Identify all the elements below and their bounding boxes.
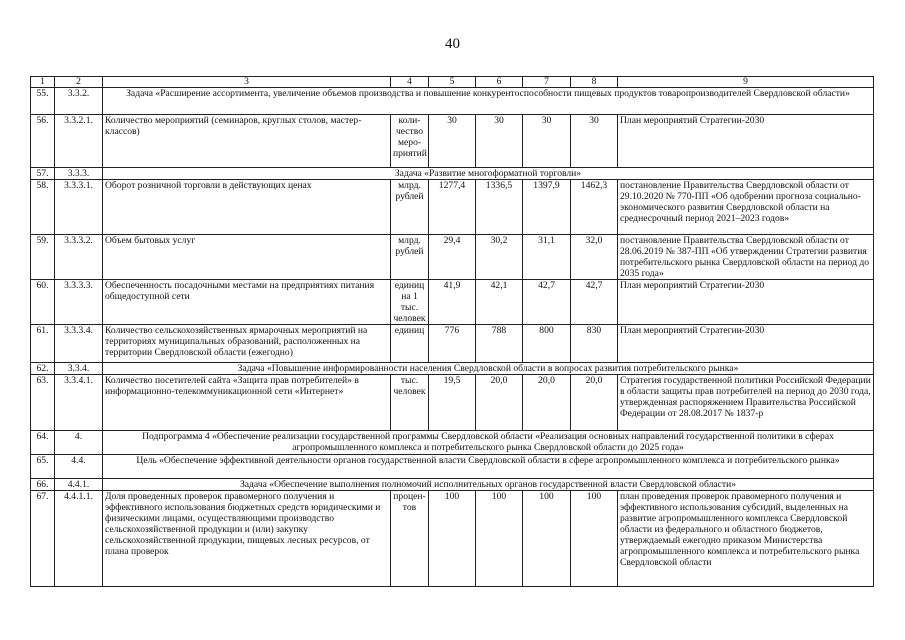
column-number-row xyxy=(31,77,874,88)
value-cell: 19,5 xyxy=(429,375,476,431)
value-cell: 776 xyxy=(429,325,476,363)
value-cell: 1397,9 xyxy=(523,180,571,235)
row-number: 60. xyxy=(31,280,55,325)
row-number: 55. xyxy=(31,88,55,115)
value-cell: 30 xyxy=(429,115,476,168)
column-number: 6 xyxy=(476,77,523,88)
unit-of-measure: единиц xyxy=(391,325,429,363)
value-cell: 32,0 xyxy=(571,235,618,280)
value-cell: 42,7 xyxy=(523,280,571,325)
row-number: 61. xyxy=(31,325,55,363)
row-number: 57. xyxy=(31,168,55,180)
row-number: 63. xyxy=(31,375,55,431)
indicators-table xyxy=(30,76,874,587)
table-row xyxy=(31,115,874,168)
value-cell: 830 xyxy=(571,325,618,363)
row-code: 3.3.4. xyxy=(55,363,103,375)
task-row xyxy=(31,88,874,115)
indicator-name: Обеспеченность посадочными местами на предприятиях питания общедоступной сети xyxy=(103,280,391,325)
row-code: 4. xyxy=(55,431,103,455)
row-code: 3.3.3. xyxy=(55,168,103,180)
unit-of-measure: тыс. человек xyxy=(391,375,429,431)
unit-of-measure: коли-чество меро-приятий xyxy=(391,115,429,168)
unit-of-measure: процен-тов xyxy=(391,491,429,587)
value-cell: 20,0 xyxy=(571,375,618,431)
column-number: 1 xyxy=(31,77,55,88)
indicator-name: Количество мероприятий (семинаров, круглых столов, мастер-классов) xyxy=(103,115,391,168)
indicator-name: Объем бытовых услуг xyxy=(103,235,391,280)
row-code: 3.3.2. xyxy=(55,88,103,115)
row-code: 3.3.3.2. xyxy=(55,235,103,280)
row-code: 4.4.1. xyxy=(55,479,103,491)
value-cell: 100 xyxy=(429,491,476,587)
value-cell: 29,4 xyxy=(429,235,476,280)
row-code: 4.4. xyxy=(55,455,103,479)
source-document: план проведения проверок правомерного получения и эффективного использования субсидий, выделенных на развитие агропромышленного комплекса Свердловской области из федерального и областного бюджетов, утверждаемый ежегодно приказом Министерства агропромышленного комплекса и потребительского рынка Свердловской области xyxy=(618,491,874,587)
table-row xyxy=(31,235,874,280)
row-number: 66. xyxy=(31,479,55,491)
unit-of-measure: единиц на 1 тыс. человек xyxy=(391,280,429,325)
unit-of-measure: млрд. рублей xyxy=(391,180,429,235)
table-row xyxy=(31,325,874,363)
table-body xyxy=(31,77,874,587)
value-cell: 800 xyxy=(523,325,571,363)
column-number: 9 xyxy=(618,77,874,88)
value-cell: 30 xyxy=(476,115,523,168)
task-title: Цель «Обеспечение эффективной деятельности органов государственной власти Свердловской области в сфере агропромышленного комплекса и потребительского рынка» xyxy=(103,455,874,479)
table-row xyxy=(31,491,874,587)
task-title: Задача «Обеспечение выполнения полномочий исполнительных органов государственной власти Свердловской области» xyxy=(103,479,874,491)
task-row xyxy=(31,455,874,479)
value-cell: 42,1 xyxy=(476,280,523,325)
task-row xyxy=(31,363,874,375)
source-document: План мероприятий Стратегии-2030 xyxy=(618,115,874,168)
task-row xyxy=(31,479,874,491)
value-cell: 100 xyxy=(476,491,523,587)
value-cell: 31,1 xyxy=(523,235,571,280)
value-cell: 100 xyxy=(523,491,571,587)
value-cell: 42,7 xyxy=(571,280,618,325)
indicator-name: Количество сельскохозяйственных ярмарочных мероприятий на территориях муниципальных образований, расположенных на территории Свердловской области (ежегодно) xyxy=(103,325,391,363)
indicator-name: Доля проведенных проверок правомерного получения и эффективного использования бюджетных средств юридическими и физическими лицами, осуществляющими производство сельскохозяйственной продукции и (или) закупку сельскохозяйственной продукции, пищевых лесных ресурсов, от плана проверок xyxy=(103,491,391,587)
source-document: Стратегия государственной политики Российской Федерации в области защиты прав потребителей на период до 2030 года, утвержденная распоряжением Правительства Российской Федерации от 28.08.2017 № 1837-р xyxy=(618,375,874,431)
table-row xyxy=(31,375,874,431)
task-row xyxy=(31,431,874,455)
row-number: 56. xyxy=(31,115,55,168)
indicator-name: Оборот розничной торговли в действующих ценах xyxy=(103,180,391,235)
row-code: 3.3.4.1. xyxy=(55,375,103,431)
value-cell: 100 xyxy=(571,491,618,587)
column-number: 7 xyxy=(523,77,571,88)
value-cell: 30 xyxy=(523,115,571,168)
row-number: 62. xyxy=(31,363,55,375)
row-code: 3.3.3.1. xyxy=(55,180,103,235)
unit-of-measure: млрд. рублей xyxy=(391,235,429,280)
row-code: 3.3.2.1. xyxy=(55,115,103,168)
task-title: Подпрограмма 4 «Обеспечение реализации государственной программы Свердловской области «Реализация основных направлений государственной политики в сферах агропромышленного комплекса и потребительского рынка Свердловской области до 2025 года» xyxy=(103,431,874,455)
value-cell: 1336,5 xyxy=(476,180,523,235)
task-row xyxy=(31,168,874,180)
row-number: 67. xyxy=(31,491,55,587)
column-number: 2 xyxy=(55,77,103,88)
value-cell: 788 xyxy=(476,325,523,363)
value-cell: 30 xyxy=(571,115,618,168)
table-row xyxy=(31,180,874,235)
value-cell: 41,9 xyxy=(429,280,476,325)
row-code: 3.3.3.3. xyxy=(55,280,103,325)
row-number: 64. xyxy=(31,431,55,455)
source-document: постановление Правительства Свердловской области от 29.10.2020 № 770-ПП «Об одобрении прогноза социально-экономического развития Свердловской области на среднесрочный период 2021–2023 годов» xyxy=(618,180,874,235)
row-code: 3.3.3.4. xyxy=(55,325,103,363)
column-number: 5 xyxy=(429,77,476,88)
row-number: 65. xyxy=(31,455,55,479)
source-document: постановление Правительства Свердловской области от 28.06.2019 № 387-ПП «Об утверждении Стратегии развития потребительского рынка Свердловской области на период до 2035 года» xyxy=(618,235,874,280)
column-number: 4 xyxy=(391,77,429,88)
row-number: 58. xyxy=(31,180,55,235)
value-cell: 1462,3 xyxy=(571,180,618,235)
row-code: 4.4.1.1. xyxy=(55,491,103,587)
page-number: 40 xyxy=(445,36,460,52)
indicator-name: Количество посетителей сайта «Защита прав потребителей» в информационно-телекоммуникационной сети «Интернет» xyxy=(103,375,391,431)
table-row xyxy=(31,280,874,325)
column-number: 3 xyxy=(103,77,391,88)
value-cell: 20,0 xyxy=(476,375,523,431)
value-cell: 30,2 xyxy=(476,235,523,280)
source-document: План мероприятий Стратегии-2030 xyxy=(618,325,874,363)
source-document: План мероприятий Стратегии-2030 xyxy=(618,280,874,325)
row-number: 59. xyxy=(31,235,55,280)
task-title: Задача «Расширение ассортимента, увеличение объемов производства и повышение конкурентоспособности пищевых продуктов товаропроизводителей Свердловской области» xyxy=(103,88,874,115)
value-cell: 20,0 xyxy=(523,375,571,431)
task-title: Задача «Повышение информированности населения Свердловской области в вопросах развития потребительского рынка» xyxy=(103,363,874,375)
task-title: Задача «Развитие многоформатной торговли» xyxy=(103,168,874,180)
column-number: 8 xyxy=(571,77,618,88)
value-cell: 1277,4 xyxy=(429,180,476,235)
